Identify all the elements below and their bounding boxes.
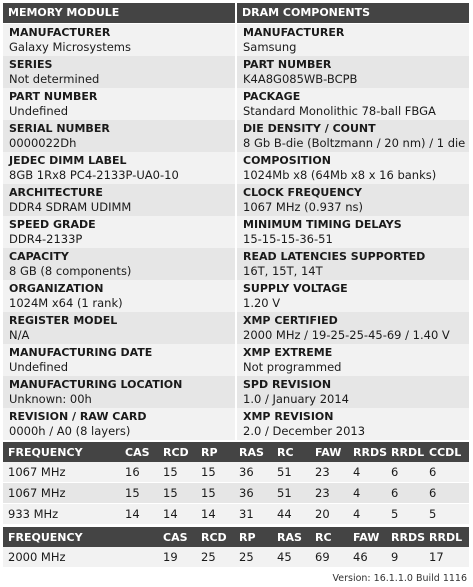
dram-field (237, 152, 469, 184)
jedec-timing-column-header: RCD (159, 442, 197, 462)
jedec-timing-row (3, 462, 469, 483)
memory-module-field-value: Unknown: 00h (9, 392, 92, 406)
xmp-timing-column-header: RAS (273, 527, 311, 547)
memory-module-field (3, 344, 235, 376)
xmp-timing-column-header: RRDS (387, 527, 425, 547)
dram-field-label: XMP REVISION (243, 410, 334, 423)
jedec-timing-cell: 14 (197, 504, 235, 525)
jedec-timing-cell: 31 (235, 504, 273, 525)
xmp-timing-row (3, 547, 469, 568)
dram-field-value: 1.0 / January 2014 (243, 392, 349, 406)
jedec-timing-column-header: FREQUENCY (3, 442, 121, 462)
info-columns (3, 3, 469, 440)
dram-field-label: XMP EXTREME (243, 346, 333, 359)
version-label: Version: 16.1.1.0 Build 1116 (332, 573, 467, 584)
dram-field-value: 16T, 15T, 14T (243, 264, 323, 278)
memory-module-field-value: 8GB 1Rx8 PC4-2133P-UA0-10 (9, 168, 179, 182)
dram-field-label: MINIMUM TIMING DELAYS (243, 218, 402, 231)
dram-field-label: PART NUMBER (243, 58, 332, 71)
memory-module-field-label: PART NUMBER (9, 90, 98, 103)
dram-field-label: SUPPLY VOLTAGE (243, 282, 348, 295)
memory-module-field (3, 376, 235, 408)
dram-field (237, 56, 469, 88)
memory-module-field-label: MANUFACTURING DATE (9, 346, 153, 359)
jedec-timing-cell: 15 (159, 483, 197, 504)
xmp-timing-cell: 25 (197, 547, 235, 568)
dram-field (237, 280, 469, 312)
dram-field (237, 88, 469, 120)
jedec-timing-column-header: RRDS (349, 442, 387, 462)
memory-module-field-value: Not determined (9, 72, 100, 86)
xmp-timing-column-header: RC (311, 527, 349, 547)
jedec-timing-cell: 15 (197, 483, 235, 504)
jedec-timing-cell: 51 (273, 483, 311, 504)
memory-module-field-value: Undefined (9, 104, 68, 118)
memory-module-field-value: 0000022Dh (9, 136, 77, 150)
jedec-timing-cell: 4 (349, 483, 387, 504)
memory-module-field (3, 152, 235, 184)
xmp-timing-cell: 69 (311, 547, 349, 568)
memory-module-field-value: DDR4-2133P (9, 232, 83, 246)
memory-module-field (3, 408, 235, 440)
dram-field-label: MANUFACTURER (243, 26, 345, 39)
xmp-timing-column-header: FREQUENCY (3, 527, 159, 547)
dram-field-label: DIE DENSITY / COUNT (243, 122, 376, 135)
dram-field-label: COMPOSITION (243, 154, 331, 167)
dram-field-value: K4A8G085WB-BCPB (243, 72, 358, 86)
jedec-timing-cell: 51 (273, 462, 311, 483)
jedec-timing-cell: 36 (235, 483, 273, 504)
xmp-timing-cell: 19 (159, 547, 197, 568)
xmp-timing-column-header: RCD (197, 527, 235, 547)
spd-report (3, 3, 469, 568)
jedec-timing-cell: 14 (159, 504, 197, 525)
jedec-timing-column-header: CCDL (425, 442, 469, 462)
jedec-timing-cell: 6 (387, 483, 425, 504)
jedec-timing-cell: 6 (425, 462, 469, 483)
jedec-timing-cell: 15 (121, 483, 159, 504)
jedec-timing-cell: 15 (159, 462, 197, 483)
jedec-timing-cell: 4 (349, 504, 387, 525)
xmp-timing-cell: 9 (387, 547, 425, 568)
jedec-timings-table (3, 442, 469, 525)
dram-field-value: Samsung (243, 40, 297, 54)
jedec-timing-cell: 23 (311, 483, 349, 504)
memory-module-field (3, 248, 235, 280)
jedec-timing-cell: 6 (425, 483, 469, 504)
xmp-timing-cell: 2000 MHz (3, 547, 159, 568)
memory-module-field (3, 184, 235, 216)
memory-module-column (3, 3, 235, 440)
jedec-timing-cell: 44 (273, 504, 311, 525)
memory-module-field-label: JEDEC DIMM LABEL (9, 154, 127, 167)
memory-module-field-label: ORGANIZATION (9, 282, 104, 295)
memory-module-field (3, 312, 235, 344)
dram-components-header: DRAM COMPONENTS (237, 3, 469, 23)
jedec-timing-column-header: RC (273, 442, 311, 462)
memory-module-field (3, 280, 235, 312)
xmp-timing-column-header: RRDL (425, 527, 469, 547)
memory-module-field (3, 216, 235, 248)
memory-module-field-value: Galaxy Microsystems (9, 40, 131, 54)
dram-field-value: Not programmed (243, 360, 342, 374)
dram-field (237, 184, 469, 216)
jedec-timing-cell: 23 (311, 462, 349, 483)
dram-field-label: SPD REVISION (243, 378, 332, 391)
memory-module-field-label: ARCHITECTURE (9, 186, 103, 199)
memory-module-header: MEMORY MODULE (3, 3, 235, 23)
dram-field (237, 216, 469, 248)
dram-field-value: 1067 MHz (0.937 ns) (243, 200, 364, 214)
dram-field (237, 312, 469, 344)
xmp-timing-column-header: FAW (349, 527, 387, 547)
dram-field-label: CLOCK FREQUENCY (243, 186, 363, 199)
memory-module-field-label: REGISTER MODEL (9, 314, 118, 327)
dram-field (237, 24, 469, 56)
jedec-timing-column-header: RRDL (387, 442, 425, 462)
xmp-timing-cell: 25 (235, 547, 273, 568)
memory-module-field-label: CAPACITY (9, 250, 69, 263)
dram-field-value: 2000 MHz / 19-25-25-45-69 / 1.40 V (243, 328, 450, 342)
dram-field-value: 2.0 / December 2013 (243, 424, 366, 438)
jedec-timing-cell: 14 (121, 504, 159, 525)
jedec-timing-row (3, 504, 469, 525)
jedec-timing-column-header: RP (197, 442, 235, 462)
dram-field (237, 248, 469, 280)
jedec-timing-cell: 4 (349, 462, 387, 483)
memory-module-field-value: 0000h / A0 (8 layers) (9, 424, 131, 438)
xmp-timing-cell: 46 (349, 547, 387, 568)
jedec-timing-cell: 36 (235, 462, 273, 483)
dram-field-value: Standard Monolithic 78-ball FBGA (243, 104, 436, 118)
dram-field (237, 120, 469, 152)
xmp-timing-cell: 45 (273, 547, 311, 568)
jedec-timing-cell: 5 (425, 504, 469, 525)
jedec-timing-column-header: FAW (311, 442, 349, 462)
xmp-timing-column-header: CAS (159, 527, 197, 547)
memory-module-field-label: REVISION / RAW CARD (9, 410, 147, 423)
memory-module-field (3, 120, 235, 152)
dram-field (237, 344, 469, 376)
xmp-timings-table (3, 527, 469, 568)
xmp-timing-column-header: RP (235, 527, 273, 547)
dram-field-value: 1.20 V (243, 296, 281, 310)
dram-components-column (237, 3, 469, 440)
jedec-timing-cell: 15 (197, 462, 235, 483)
memory-module-field-label: SERIAL NUMBER (9, 122, 110, 135)
dram-field-value: 15-15-15-36-51 (243, 232, 333, 246)
memory-module-field-label: SPEED GRADE (9, 218, 96, 231)
jedec-timing-cell: 1067 MHz (3, 462, 121, 483)
jedec-timing-cell: 6 (387, 462, 425, 483)
jedec-timing-cell: 20 (311, 504, 349, 525)
memory-module-field (3, 88, 235, 120)
memory-module-field-label: SERIES (9, 58, 53, 71)
jedec-timing-cell: 933 MHz (3, 504, 121, 525)
memory-module-field-label: MANUFACTURING LOCATION (9, 378, 183, 391)
xmp-timing-cell: 17 (425, 547, 469, 568)
dram-field (237, 376, 469, 408)
memory-module-field-value: 1024M x64 (1 rank) (9, 296, 123, 310)
memory-module-field (3, 24, 235, 56)
jedec-timing-column-header: CAS (121, 442, 159, 462)
memory-module-field-value: DDR4 SDRAM UDIMM (9, 200, 132, 214)
jedec-timing-cell: 16 (121, 462, 159, 483)
dram-field (237, 408, 469, 440)
dram-field-label: PACKAGE (243, 90, 301, 103)
dram-field-label: READ LATENCIES SUPPORTED (243, 250, 426, 263)
dram-field-value: 8 Gb B-die (Boltzmann / 20 nm) / 1 die (243, 136, 466, 150)
memory-module-field-value: 8 GB (8 components) (9, 264, 132, 278)
dram-field-label: XMP CERTIFIED (243, 314, 338, 327)
jedec-timing-cell: 1067 MHz (3, 483, 121, 504)
memory-module-field-value: Undefined (9, 360, 68, 374)
jedec-timing-column-header: RAS (235, 442, 273, 462)
memory-module-field (3, 56, 235, 88)
dram-field-value: 1024Mb x8 (64Mb x8 x 16 banks) (243, 168, 437, 182)
jedec-timing-row (3, 483, 469, 504)
memory-module-field-label: MANUFACTURER (9, 26, 111, 39)
jedec-timing-cell: 5 (387, 504, 425, 525)
memory-module-field-value: N/A (9, 328, 30, 342)
